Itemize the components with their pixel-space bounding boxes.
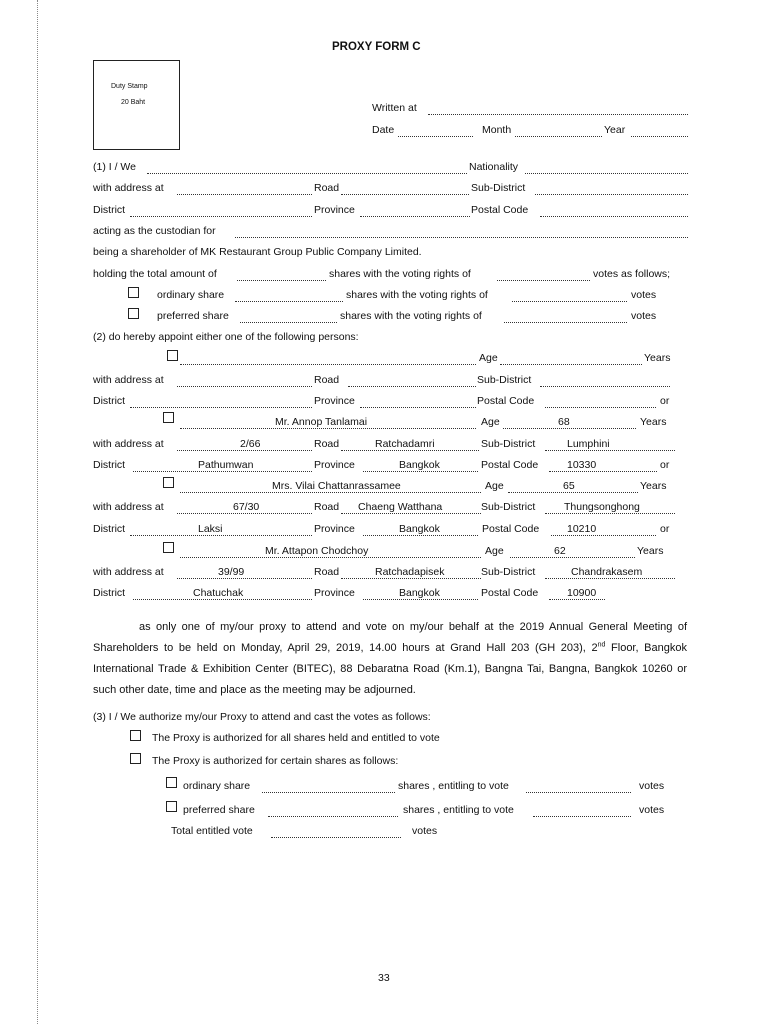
- preferred-share-checkbox[interactable]: [128, 308, 139, 319]
- proxy-3-name-line: [180, 557, 481, 558]
- proxy-2-name: Mrs. Vilai Chattanrassamee: [272, 480, 401, 492]
- ordinary-votes-field[interactable]: [512, 301, 627, 302]
- address-label: with address at: [93, 438, 164, 450]
- all-shares-checkbox[interactable]: [130, 730, 141, 741]
- appoint-text: (2) do hereby appoint either one of the following persons:: [93, 331, 359, 343]
- votes-as-follows-label: votes as follows;: [593, 268, 671, 280]
- meeting-text-b: Floor, Bangkok International Trade & Exhibition Center (BITEC), 88 Debaratna Road (Km.1), Bangna Tai, Bangna, Bangkok 10260 or such other date, time and place as the meeting may be adjourned.: [93, 642, 687, 696]
- proxy-1-checkbox[interactable]: [163, 412, 174, 423]
- duty-stamp-box: [93, 60, 180, 150]
- address-label: with address at: [93, 182, 164, 194]
- shareholder-text: being a shareholder of MK Restaurant Group Public Company Limited.: [93, 246, 422, 258]
- s3-preferred-votes-label: votes: [639, 804, 665, 816]
- proxy-2-district-line: [130, 535, 312, 536]
- road-label: Road: [314, 566, 340, 578]
- address-label: with address at: [93, 566, 164, 578]
- s3-preferred-votes-field[interactable]: [533, 816, 631, 817]
- district-field[interactable]: [130, 216, 312, 217]
- age-label: Age: [485, 480, 504, 492]
- proxy-3-checkbox[interactable]: [163, 542, 174, 553]
- s3-entitling-label: shares , entitling to vote: [398, 780, 509, 792]
- proxy-3-district-line: [133, 599, 312, 600]
- month-field[interactable]: [515, 136, 602, 137]
- postal-code-label: Postal Code: [481, 587, 539, 599]
- proxy-blank-address-field[interactable]: [177, 386, 312, 387]
- s3-preferred-checkbox[interactable]: [166, 801, 177, 812]
- or-label: or: [660, 523, 670, 535]
- stamp-label: Duty Stamp: [111, 83, 148, 90]
- proxy-1-district-line: [133, 471, 312, 472]
- proxy-2-address-line: [177, 513, 312, 514]
- age-label: Age: [479, 352, 498, 364]
- written-at-field[interactable]: [428, 114, 688, 115]
- proxy-1-subdistrict-line: [545, 450, 675, 451]
- proxy-3-province: Bangkok: [399, 587, 440, 599]
- proxy-2-subdistrict: Thungsonghong: [564, 501, 640, 513]
- proxy-1-district: Pathumwan: [198, 459, 254, 471]
- s3-preferred-shares-field[interactable]: [268, 816, 398, 817]
- certain-shares-checkbox[interactable]: [130, 753, 141, 764]
- province-label: Province: [314, 204, 355, 216]
- proxy-3-address-line: [177, 578, 312, 579]
- address-label: with address at: [93, 374, 164, 386]
- road-label: Road: [314, 182, 340, 194]
- proxy-2-postal: 10210: [567, 523, 597, 535]
- proxy-2-subdistrict-line: [545, 513, 675, 514]
- proxy-1-age: 68: [558, 416, 570, 428]
- district-label: District: [93, 459, 126, 471]
- sub-district-label: Sub-District: [481, 438, 536, 450]
- proxy-1-road-line: [341, 450, 479, 451]
- proxy-1-address-line: [177, 450, 312, 451]
- proxy-blank-checkbox[interactable]: [167, 350, 178, 361]
- nationality-label: Nationality: [469, 161, 519, 173]
- proxy-3-age: 62: [554, 545, 566, 557]
- proxy-3-district: Chatuchak: [193, 587, 244, 599]
- age-label: Age: [485, 545, 504, 557]
- proxy-2-age-line: [508, 492, 638, 493]
- proxy-2-address: 67/30: [233, 501, 260, 513]
- preferred-shares-field[interactable]: [240, 322, 337, 323]
- proxy-1-name: Mr. Annop Tanlamai: [275, 416, 368, 428]
- all-shares-label: The Proxy is authorized for all shares held and entitled to vote: [152, 732, 440, 744]
- sub-district-label: Sub-District: [481, 501, 536, 513]
- s3-ordinary-votes-field[interactable]: [526, 792, 631, 793]
- date-field[interactable]: [398, 136, 473, 137]
- postal-code-label: Postal Code: [477, 395, 535, 407]
- proxy-3-road-line: [341, 578, 481, 579]
- address-field[interactable]: [177, 194, 312, 195]
- proxy-2-age: 65: [563, 480, 575, 492]
- postal-code-label: Postal Code: [482, 523, 540, 535]
- sub-district-label: Sub-District: [477, 374, 532, 386]
- preferred-voting-label: shares with the voting rights of: [340, 310, 482, 322]
- province-label: Province: [314, 459, 355, 471]
- proxy-3-postal: 10900: [567, 587, 597, 599]
- total-shares-field[interactable]: [237, 280, 326, 281]
- district-label: District: [93, 395, 126, 407]
- proxy-2-province-line: [363, 535, 478, 536]
- district-label: District: [93, 204, 126, 216]
- s3-ordinary-shares-field[interactable]: [262, 792, 395, 793]
- proxy-3-province-line: [363, 599, 478, 600]
- proxy-blank-age-field[interactable]: [500, 364, 642, 365]
- proxy-2-province: Bangkok: [399, 523, 440, 535]
- proxy-3-subdistrict: Chandrakasem: [571, 566, 643, 578]
- proxy-blank-subdistrict-field[interactable]: [540, 386, 670, 387]
- proxy-3-postal-line: [549, 599, 605, 600]
- proxy-3-name: Mr. Attapon Chodchoy: [265, 545, 369, 557]
- proxy-2-name-line: [180, 492, 481, 493]
- province-label: Province: [314, 587, 355, 599]
- proxy-blank-district-field[interactable]: [130, 407, 312, 408]
- years-label: Years: [644, 352, 671, 364]
- proxy-blank-postal-field[interactable]: [545, 407, 656, 408]
- left-margin-line: [37, 0, 38, 1024]
- proxy-blank-province-field[interactable]: [360, 407, 476, 408]
- proxy-3-subdistrict-line: [545, 578, 675, 579]
- proxy-3-road: Ratchadapisek: [375, 566, 445, 578]
- ordinary-share-label: ordinary share: [157, 289, 225, 301]
- years-label: Years: [637, 545, 664, 557]
- total-entitled-label: Total entitled vote: [171, 825, 253, 837]
- district-label: District: [93, 523, 126, 535]
- province-field[interactable]: [360, 216, 470, 217]
- proxy-1-province: Bangkok: [399, 459, 440, 471]
- ordinary-share-checkbox[interactable]: [128, 287, 139, 298]
- written-at-label: Written at: [372, 102, 417, 114]
- road-label: Road: [314, 438, 340, 450]
- road-label: Road: [314, 374, 340, 386]
- certain-shares-label: The Proxy is authorized for certain shares as follows:: [152, 755, 399, 767]
- road-label: Road: [314, 501, 340, 513]
- proxy-blank-road-field[interactable]: [348, 386, 476, 387]
- proxy-3-age-line: [510, 557, 635, 558]
- ordinary-shares-field[interactable]: [235, 301, 343, 302]
- proxy-2-road: Chaeng Watthana: [358, 501, 443, 513]
- postal-code-field[interactable]: [540, 216, 688, 217]
- custodian-label: acting as the custodian for: [93, 225, 216, 237]
- proxy-1-postal-line: [549, 471, 657, 472]
- proxy-1-subdistrict: Lumphini: [567, 438, 610, 450]
- year-field[interactable]: [631, 136, 688, 137]
- proxy-2-checkbox[interactable]: [163, 477, 174, 488]
- years-label: Years: [640, 416, 667, 428]
- postal-code-label: Postal Code: [481, 459, 539, 471]
- year-label: Year: [604, 124, 626, 136]
- s3-entitling-label-2: shares , entitling to vote: [403, 804, 514, 816]
- s3-preferred-label: preferred share: [183, 804, 255, 816]
- month-label: Month: [482, 124, 512, 136]
- total-votes-label: votes: [412, 825, 438, 837]
- proxy-1-road: Ratchadamri: [375, 438, 435, 450]
- s3-ordinary-checkbox[interactable]: [166, 777, 177, 788]
- preferred-votes-label: votes: [631, 310, 657, 322]
- preferred-share-label: preferred share: [157, 310, 229, 322]
- preferred-votes-field[interactable]: [504, 322, 627, 323]
- total-votes-field[interactable]: [497, 280, 590, 281]
- name-field[interactable]: [147, 173, 467, 174]
- age-label: Age: [481, 416, 500, 428]
- nationality-field[interactable]: [525, 173, 688, 174]
- ordinary-votes-label: votes: [631, 289, 657, 301]
- proxy-1-province-line: [363, 471, 478, 472]
- road-field[interactable]: [341, 194, 469, 195]
- sub-district-label: Sub-District: [481, 566, 536, 578]
- stamp-amount: 20 Baht: [121, 99, 146, 106]
- ordinary-voting-label: shares with the voting rights of: [346, 289, 488, 301]
- years-label: Years: [640, 480, 667, 492]
- form-title: PROXY FORM C: [332, 41, 421, 53]
- proxy-2-road-line: [341, 513, 481, 514]
- meeting-text-a: as only one of my/our proxy to attend and vote on my/our behalf at the 2019 Annual General Meeting of Shareholders to be held on Monday, April 29, 2019, 14.00 hours at Grand Hall 203 (GH 203), 2: [93, 621, 687, 654]
- page-number: 33: [378, 972, 390, 984]
- total-entitled-field[interactable]: [271, 837, 401, 838]
- sub-district-label: Sub-District: [471, 182, 526, 194]
- s3-ordinary-label: ordinary share: [183, 780, 251, 792]
- province-label: Province: [314, 523, 355, 535]
- or-label: or: [660, 395, 670, 407]
- district-label: District: [93, 587, 126, 599]
- proxy-3-address: 39/99: [218, 566, 245, 578]
- proxy-1-address: 2/66: [240, 438, 261, 450]
- shares-voting-label: shares with the voting rights of: [329, 268, 471, 280]
- proxy-1-age-line: [503, 428, 636, 429]
- postal-code-label: Postal Code: [471, 204, 529, 216]
- sub-district-field[interactable]: [535, 194, 688, 195]
- date-label: Date: [372, 124, 395, 136]
- proxy-1-name-line: [180, 428, 476, 429]
- province-label: Province: [314, 395, 355, 407]
- or-label: or: [660, 459, 670, 471]
- proxy-1-postal: 10330: [567, 459, 597, 471]
- s3-ordinary-votes-label: votes: [639, 780, 665, 792]
- ordinal-suffix: nd: [597, 641, 606, 649]
- address-label: with address at: [93, 501, 164, 513]
- authorize-intro: (3) I / We authorize my/our Proxy to attend and cast the votes as follows:: [93, 711, 431, 723]
- proxy-blank-name-field[interactable]: [180, 364, 476, 365]
- holding-label: holding the total amount of: [93, 268, 217, 280]
- proxy-2-postal-line: [551, 535, 656, 536]
- meeting-paragraph: [93, 617, 687, 701]
- i-we-label: (1) I / We: [93, 161, 136, 173]
- proxy-2-district: Laksi: [198, 523, 223, 535]
- custodian-field[interactable]: [235, 237, 688, 238]
